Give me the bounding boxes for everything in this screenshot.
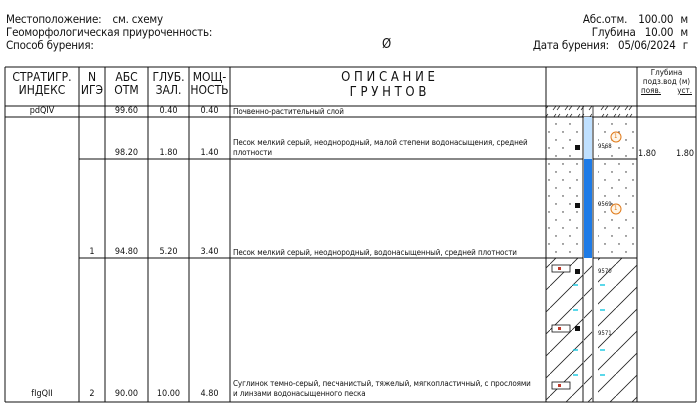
col-desc-line2: Г Р У Н Т О В [349, 85, 427, 100]
layer-0-thick: 0.40 [200, 106, 219, 116]
col-desc-header [230, 70, 546, 100]
sample-label-1: 9569 [598, 201, 612, 208]
date-unit: г [682, 38, 688, 52]
layer-0-index: pdQIV [29, 106, 55, 116]
depth-unit: м [680, 25, 688, 39]
gw-appear-value: 1.80 [637, 149, 657, 159]
layer-2-thick: 3.40 [200, 247, 219, 257]
layer-3-abs: 90.00 [114, 389, 139, 399]
col-n-line1: N [87, 70, 97, 84]
location-label: Местоположение: [6, 12, 102, 26]
layer-3-index: fIgQII [31, 389, 53, 399]
layer-2-ige: 1 [89, 247, 95, 257]
layer-1-desc-line1: Песок мелкий серый, неоднородный, малой степени водонасыщения, средней [233, 138, 528, 147]
date-label: Дата бурения: [532, 38, 609, 52]
layer-3-desc-line1: Суглинок темно-серый, песчанистый, тяжелый, мягкопластичный, с прослоями [233, 379, 531, 388]
layer-3-ige: 2 [89, 389, 95, 399]
col-abs-header [105, 71, 148, 97]
col-thick-line1: МОЩ- [192, 70, 227, 84]
location-value: см. схему [112, 12, 163, 26]
depth-label: Глубина [591, 25, 636, 39]
col-strat-header [5, 71, 79, 97]
sample-label-0: 9568 [598, 143, 612, 150]
col-gw-sub [637, 86, 696, 95]
col-desc-line1: О П И С А Н И Е [341, 70, 435, 85]
layer-2-abs: 94.80 [114, 247, 139, 257]
layer-0-depth: 0.40 [159, 106, 178, 116]
col-thick-line2: НОСТЬ [190, 83, 229, 97]
col-depth-header [148, 71, 189, 97]
date-value: 05/06/2024 [618, 38, 676, 52]
layer-3-thick: 4.80 [200, 389, 219, 399]
abs-unit: м [680, 12, 688, 26]
geomorph-label: Геоморфологическая приуроченность: [6, 25, 213, 39]
layer-2-desc: Песок мелкий серый, неоднородный, водонасыщенный, средней плотности [233, 248, 517, 257]
layer-1-desc-line2: плотности [233, 148, 272, 157]
layer-1-thick: 1.40 [200, 148, 219, 158]
drilling-method-label: Способ бурения: [6, 38, 94, 52]
sample-label-3: 9571 [598, 330, 612, 337]
layer-0-abs: 99.60 [114, 106, 139, 116]
col-gw-appear: появ. [641, 86, 661, 95]
col-strat-line1: СТРАТИГР. [12, 70, 72, 84]
layer-3-depth: 10.00 [156, 389, 181, 399]
layer-1-abs: 98.20 [114, 148, 139, 158]
layer-0-desc: Почвенно-растительный слой [233, 107, 344, 116]
col-abs-line2: ОТМ [114, 83, 139, 97]
col-gw-line1: Глубина [650, 68, 683, 77]
borehole-column [583, 106, 593, 402]
sample-label-2: 9570 [598, 268, 612, 275]
col-n-line2: ИГЭ [80, 83, 104, 97]
col-gw-line2: подз.вод (м) [642, 77, 691, 86]
abs-label: Абс.отм. [582, 12, 628, 26]
col-thick-header [189, 71, 230, 97]
col-strat-line2: ИНДЕКС [18, 83, 66, 97]
orange-marker-label-1: 1 [614, 205, 618, 212]
col-depth-line1: ГЛУБ. [152, 70, 185, 84]
depth-value: 10.00 [644, 25, 674, 39]
layer-3-desc-line2: и линзами водонасыщенного песка [233, 389, 366, 398]
gw-steady-value: 1.80 [675, 149, 694, 159]
col-n-header [79, 71, 105, 97]
abs-value: 100.00 [638, 12, 674, 26]
diameter-symbol: Ø [382, 37, 392, 52]
col-depth-line2: ЗАЛ. [155, 83, 182, 97]
orange-marker-label-0: 1 [614, 133, 618, 140]
col-abs-line1: АБС [115, 70, 138, 84]
col-gw-header [637, 68, 696, 95]
layer-2-depth: 5.20 [159, 247, 178, 257]
col-gw-steady: уст. [677, 86, 692, 95]
water-column [584, 159, 592, 258]
layer-1-depth: 1.80 [159, 148, 178, 158]
